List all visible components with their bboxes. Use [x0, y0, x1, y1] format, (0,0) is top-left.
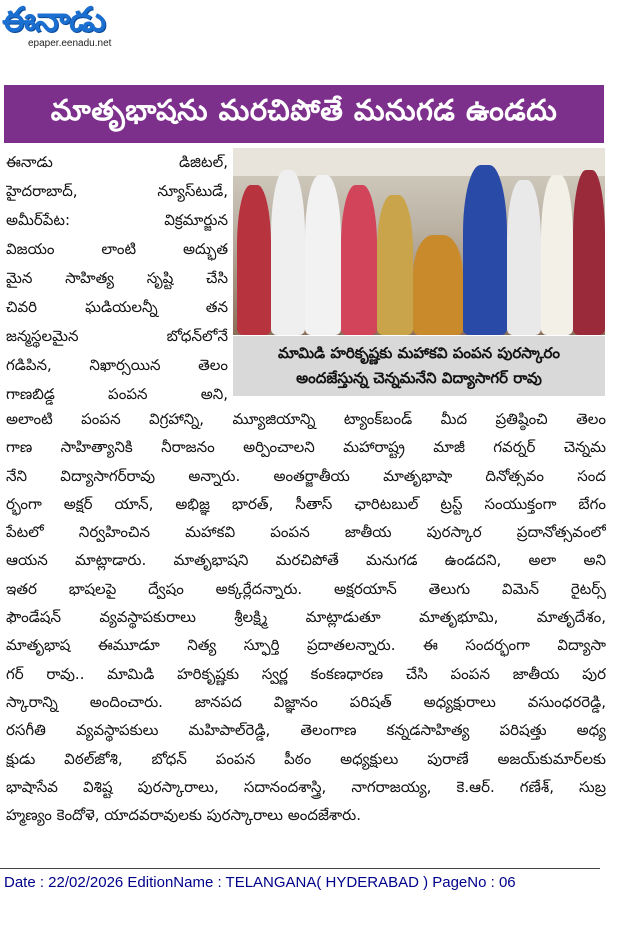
article-line: రసగీతి వ్యవస్థాపకులు మహిపాల్‌రెడ్డి, తెలంగాణ కన్నడసాహిత్య పరిషత్తు అధ్య — [6, 721, 606, 740]
article-line: గాణబిడ్డ పంపన అని, — [6, 385, 228, 403]
article-line: భాషాసేవ విశిష్ట పురస్కారాలు, సదానందశాస్త్రి, నాగరాజయ్య, కె.ఆర్. గణేశ్, సుబ్ర — [6, 777, 606, 796]
article-line: మైన సాహిత్య సృష్టి చేసి — [6, 269, 228, 287]
photo-figure — [541, 175, 573, 335]
logo-url: epaper.eenadu.net — [28, 38, 112, 49]
article-line: అలాంటి పంపన విగ్రహాన్ని, మ్యూజియాన్ని ట్యాంక్‌బండ్ మీద ప్రతిష్ఠించి తెలం — [6, 410, 606, 428]
caption-line: మామిడి హరికృష్ణకు మహాకవి పంపన పురస్కారం — [277, 344, 561, 362]
article-line: అమీర్‌పేట: విక్రమార్జున — [6, 211, 228, 229]
article-line: క్షుడు విఠల్‌జోశి, బోధన్ పంపన పీఠం అధ్యక్షులు పురాణే అజయ్‌కుమార్‌లకు — [6, 749, 606, 768]
photo-figure — [377, 195, 413, 335]
article-line: ఫౌండేషన్ వ్యవస్థాపకురాలు శ్రీలక్ష్మి మాట్లాడుతూ మాతృభూమి, మాతృదేశం, — [6, 608, 606, 627]
photo-caption — [233, 336, 605, 396]
article-line: చివరి ఘడియలన్నీ తన — [6, 298, 228, 316]
article-line: విజయం లాంటి అద్భుత — [6, 240, 228, 258]
article-line: గాణ సాహిత్యానికి నీరాజనం అర్పించాలని మహారాష్ట్ర మాజీ గవర్నర్ చెన్నమ — [6, 438, 606, 457]
article-line: ర్భంగా అక్షర్ యాన్, అభిజ్ఞ భారత్, సీతాస్ ఛారిటబుల్ ట్రస్ట్ సంయుక్తంగా బేగం — [6, 494, 606, 513]
photo-figure — [271, 170, 305, 335]
article-line: ఇతర భాషలపై ద్వేషం అక్కర్లేదన్నారు. అక్షరయాన్ తెలుగు విమెన్ రైటర్స్ — [6, 579, 606, 598]
article-line: స్కారాన్ని అందించారు. జానపద విజ్ఞానం పరిషత్ అధ్యక్షురాలు వసుంధరరెడ్డి, — [6, 692, 606, 711]
article-line: పేటలో నిర్వహించిన మహాకవి పంపన జాతీయ పురస్కార ప్రదానోత్సవంలో — [6, 523, 606, 542]
caption-line: అందజేస్తున్న చెన్నమనేని విద్యాసాగర్ రావు — [296, 369, 542, 387]
article-line: గర్ రావు.. మామిడి హరికృష్ణకు స్వర్ణ కంకణధారణ చేసి పంపన జాతీయ పుర — [6, 664, 606, 683]
article-line: హ్మణ్యం కెందోళె, యాదవరావులకు పురస్కారాలు అందజేశారు. — [6, 806, 362, 825]
photo-figure — [507, 180, 541, 335]
edition-footer: Date : 22/02/2026 EditionName : TELANGANA( HYDERABAD ) PageNo : 06 — [4, 874, 516, 891]
article-left-column — [6, 148, 228, 409]
article-line: ఈనాడు డిజిటల్, — [6, 153, 228, 171]
headline-bar — [4, 85, 604, 143]
article-body — [6, 405, 606, 829]
article-line: నేని విద్యాసాగర్‌రావు అన్నారు. అంతర్జాతీయ మాతృభాషా దినోత్సవం సంద — [6, 466, 606, 485]
photo-figure — [237, 185, 271, 335]
article-line: మాతృభాష ఈమూడూ నిత్య స్ఫూర్తి ప్రదాతలన్నారు. ఈ సందర్భంగా విద్యాసా — [6, 636, 606, 655]
article-line: జన్మస్థలమైన బోధన్‌లోనే — [6, 327, 228, 345]
photo-figure — [413, 235, 463, 335]
photo-figure — [463, 165, 507, 335]
article-line: హైదరాబాద్, న్యూస్‌టుడే, — [6, 182, 228, 200]
photo-figure — [573, 170, 605, 335]
article-line: గడిపిన, నిఖార్సయిన తెలం — [6, 356, 228, 374]
award-ceremony-photo — [233, 148, 605, 335]
photo-figure — [341, 185, 377, 335]
footer-divider — [0, 868, 600, 869]
masthead-logo — [2, 2, 142, 52]
photo-figure — [305, 175, 341, 335]
logo-text: ఈనాడు — [2, 0, 106, 40]
headline: మాతృభాషను మరచిపోతే మనుగడ ఉండదు — [50, 93, 558, 127]
article-line: ఆయన మాట్లాడారు. మాతృభాషని మరచిపోతే మనుగడ ఉండదని, అలా అని — [6, 551, 606, 570]
